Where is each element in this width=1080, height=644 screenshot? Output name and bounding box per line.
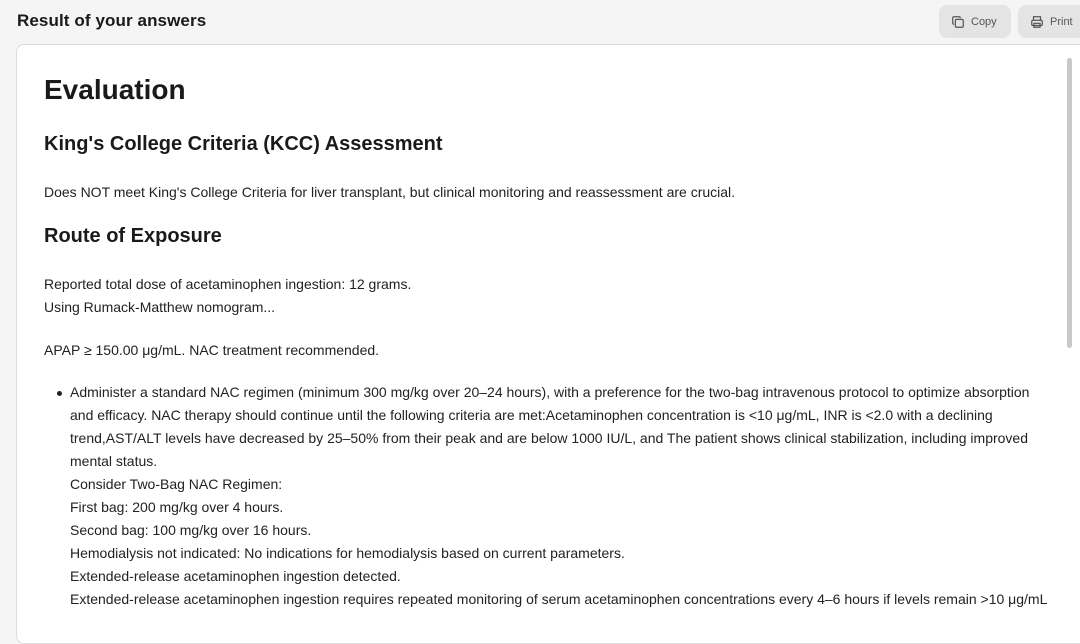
copy-icon — [951, 15, 965, 29]
print-label: Print — [1050, 15, 1073, 28]
recommendation-line: Hemodialysis not indicated: No indications for hemodialysis based on current parameters. — [70, 545, 625, 561]
kcc-text: Does NOT meet King's College Criteria for liver transplant, but clinical monitoring and reassessment are crucial. — [44, 184, 736, 200]
evaluation-heading: Evaluation — [44, 74, 186, 105]
nac-recommendation-item — [70, 381, 1050, 611]
print-button[interactable] — [1018, 5, 1080, 38]
copy-label: Copy — [971, 15, 997, 28]
recommendation-line: trend,AST/ALT levels have decreased by 25–50% from their peak and are below 1000 IU/L, and The patient shows clinical stabilization, including improved — [70, 430, 1028, 446]
recommendation-line: Administer a standard NAC regimen (minimum 300 mg/kg over 20–24 hours), with a preference for the two-bag intravenous protocol to optimize absorption — [70, 384, 1030, 400]
recommendation-line: Second bag: 100 mg/kg over 16 hours. — [70, 522, 312, 538]
recommendation-line: Consider Two-Bag NAC Regimen: — [70, 476, 283, 492]
recommendation-line: and efficacy. NAC therapy should continue until the following criteria are met:Acetaminophen concentration is <10 μg/mL, INR is <2.0 with a declining — [70, 407, 993, 423]
bullet-marker — [57, 391, 62, 396]
printer-icon — [1030, 15, 1044, 29]
result-card — [16, 44, 1080, 644]
nomogram-text: Using Rumack-Matthew nomogram... — [44, 299, 276, 315]
apap-text: APAP ≥ 150.00 μg/mL. NAC treatment recommended. — [44, 342, 380, 358]
page-title: Result of your answers — [17, 11, 207, 30]
dose-text: Reported total dose of acetaminophen ingestion: 12 grams. — [44, 276, 412, 292]
copy-button[interactable] — [939, 5, 1011, 38]
recommendation-line: Extended-release acetaminophen ingestion detected. — [70, 568, 401, 584]
recommendation-line: mental status. — [70, 453, 158, 469]
kcc-heading: King's College Criteria (KCC) Assessment — [44, 133, 443, 155]
route-heading: Route of Exposure — [44, 225, 222, 247]
recommendation-line: Extended-release acetaminophen ingestion requires repeated monitoring of serum acetaminophen concentrations every 4–6 hours if levels remain >10 μg/mL — [70, 591, 1048, 607]
content-scrollbar[interactable] — [1067, 58, 1072, 348]
top-bar — [0, 0, 1080, 42]
recommendation-line: First bag: 200 mg/kg over 4 hours. — [70, 499, 284, 515]
